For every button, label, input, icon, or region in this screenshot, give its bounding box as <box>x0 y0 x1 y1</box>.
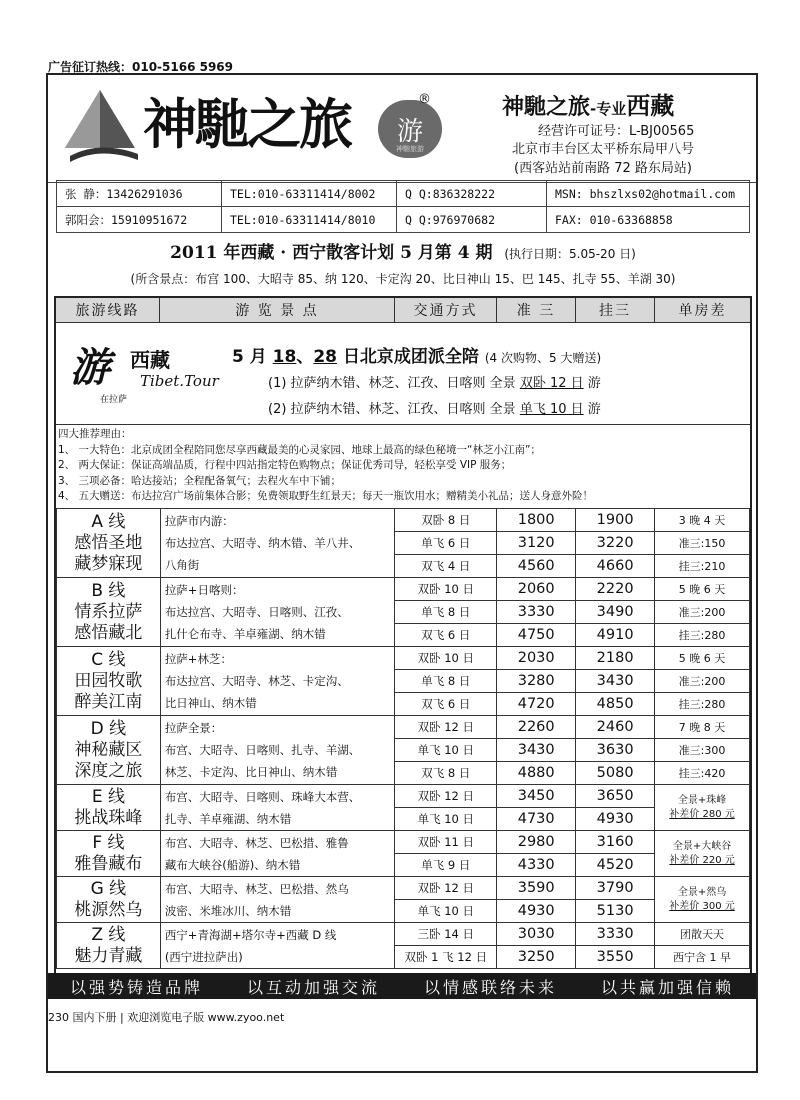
reason-item: 3、 三项必备：哈达接站；全程配备氧气；去程火车中下铺； <box>58 474 342 487</box>
single-room-note: 挂三:210 <box>655 555 750 578</box>
scenic-fees: (所含景点：布宫 100、大昭寺 85、纳 120、卡定沟 20、比日神山 15、巴 145、扎寺 55、羊湖 30) <box>130 272 676 286</box>
single-room-note: 7 晚 8 天 <box>655 716 750 739</box>
contact-cell: Q Q:976970682 <box>397 207 547 233</box>
single-room-note: 全景+然乌 补差价 300 元 <box>655 877 750 923</box>
promo-line-1: (1) 拉萨纳木错、林芝、江孜、日喀则 全景 双卧 12 日 游 <box>268 376 601 391</box>
transport-type: 三卧 14 日 <box>395 923 497 946</box>
price-zhunsan: 3450 <box>497 785 576 808</box>
transport-type: 双卧 12 日 <box>395 877 497 900</box>
contact-cell: TEL:010-63311414/8002 <box>222 181 397 207</box>
route-row <box>57 647 750 670</box>
single-room-note: 挂三:280 <box>655 624 750 647</box>
price-guasan: 4910 <box>576 624 655 647</box>
route-row <box>57 785 750 808</box>
col-header: 交通方式 <box>395 298 497 322</box>
price-zhunsan: 1800 <box>497 509 576 532</box>
transport-type: 双飞 6 日 <box>395 624 497 647</box>
transport-type: 双飞 4 日 <box>395 555 497 578</box>
transport-type: 双卧 12 日 <box>395 716 497 739</box>
route-row <box>57 923 750 946</box>
single-room-note: 团散天天 <box>655 923 750 946</box>
contact-cell: FAX: 010-63368858 <box>547 207 750 233</box>
price-zhunsan: 4720 <box>497 693 576 716</box>
price-guasan: 3630 <box>576 739 655 762</box>
single-room-note: 准三:200 <box>655 670 750 693</box>
transport-type: 单飞 10 日 <box>395 900 497 923</box>
col-header: 单房差 <box>678 303 727 319</box>
slogan: 以强势铸造品牌 <box>69 977 203 997</box>
recommend-reasons <box>58 427 750 505</box>
routes-table <box>56 508 750 969</box>
single-room-note: 全景+大峡谷 补差价 220 元 <box>655 831 750 877</box>
company-logo-text: 神馳之旅 <box>143 92 351 156</box>
seal-logo: 游 神馳旅游 <box>378 100 442 158</box>
price-guasan: 2220 <box>576 578 655 601</box>
single-room-note: 挂三:280 <box>655 693 750 716</box>
col-header: 游 览 景 点 <box>160 298 395 322</box>
single-room-note: 准三:200 <box>655 601 750 624</box>
promo-line-2: (2) 拉萨纳木错、林芝、江孜、日喀则 全景 单飞 10 日 游 <box>268 402 601 417</box>
reason-item: 4、 五大赠送：布达拉宫广场前集体合影；免费领取野生红景天；每天一瓶饮用水；赠精美小礼品；送人身意外险！ <box>58 490 594 502</box>
price-zhunsan: 4330 <box>497 854 576 877</box>
reason-item: 2、 两大保证：保证高端品质，行程中四站指定特色购物点；保证优秀司导，轻松享受 VIP 服务； <box>58 459 512 471</box>
contact-row <box>57 207 750 233</box>
slogan-bar <box>48 973 756 999</box>
price-zhunsan: 4880 <box>497 762 576 785</box>
price-zhunsan: 3330 <box>497 601 576 624</box>
brand-title: 神馳之旅-专业西藏 <box>502 91 675 120</box>
price-zhunsan: 4930 <box>497 900 576 923</box>
ad-hotline: 广告征订热线：010-5166 5969 <box>48 60 234 74</box>
route-row <box>57 716 750 739</box>
registered-mark: ® <box>418 92 431 107</box>
route-name: F 线 雅鲁藏布 <box>57 831 161 877</box>
price-zhunsan: 3280 <box>497 670 576 693</box>
transport-type: 单飞 8 日 <box>395 670 497 693</box>
single-room-note: 5 晚 6 天 <box>655 578 750 601</box>
price-guasan: 3330 <box>576 923 655 946</box>
route-name: Z 线 魅力青藏 <box>57 923 161 969</box>
route-row <box>57 578 750 601</box>
contact-table <box>56 180 750 233</box>
mountain-logo-icon <box>60 88 140 168</box>
price-guasan: 3160 <box>576 831 655 854</box>
reason-item: 1、 一大特色：北京成团全程陪同您尽享西藏最美的心灵家园、地球上最高的绿色秘境一“林芝小江南”； <box>58 443 541 456</box>
price-guasan: 3790 <box>576 877 655 900</box>
price-guasan: 3550 <box>576 946 655 969</box>
contact-cell: Q Q:836328222 <box>397 181 547 207</box>
route-row <box>57 877 750 900</box>
route-attractions: 布宫、大昭寺、林芝、巴松措、雅鲁 藏布大峡谷(船游)、纳木错 <box>160 831 395 877</box>
contact-cell: 张 静：13426291036 <box>57 181 222 207</box>
single-room-note: 准三:150 <box>655 532 750 555</box>
route-name: G 线 桃源然乌 <box>57 877 161 923</box>
license-number: 经营许可证号：L-BJ00565 <box>538 124 695 139</box>
route-attractions: 西宁+青海湖+塔尔寺+西藏 D 线 (西宁进拉萨出) <box>160 923 395 969</box>
slogan: 以共赢加强信赖 <box>600 977 734 997</box>
price-guasan: 5080 <box>576 762 655 785</box>
transport-type: 双卧 11 日 <box>395 831 497 854</box>
contact-row <box>57 181 750 207</box>
route-attractions: 布宫、大昭寺、日喀则、珠峰大本营、 扎寺、羊卓雍湖、纳木错 <box>160 785 395 831</box>
transport-type: 双卧 10 日 <box>395 578 497 601</box>
price-guasan: 3220 <box>576 532 655 555</box>
price-guasan: 5130 <box>576 900 655 923</box>
page-footer: 230 国内下册 | 欢迎浏览电子版 www.zyoo.net <box>48 1011 285 1024</box>
transport-type: 单飞 9 日 <box>395 854 497 877</box>
single-room-note: 准三:300 <box>655 739 750 762</box>
transport-type: 单飞 6 日 <box>395 532 497 555</box>
price-zhunsan: 3120 <box>497 532 576 555</box>
price-guasan: 3430 <box>576 670 655 693</box>
price-zhunsan: 2060 <box>497 578 576 601</box>
transport-type: 双飞 6 日 <box>395 693 497 716</box>
price-zhunsan: 4560 <box>497 555 576 578</box>
reasons-title: 四大推荐理由： <box>58 428 132 440</box>
price-guasan: 2460 <box>576 716 655 739</box>
price-guasan: 4660 <box>576 555 655 578</box>
transport-type: 双卧 8 日 <box>395 509 497 532</box>
route-row <box>57 509 750 532</box>
price-zhunsan: 3590 <box>497 877 576 900</box>
transport-type: 双卧 12 日 <box>395 785 497 808</box>
exec-date: (执行日期：5.05-20 日) <box>504 247 636 261</box>
route-attractions: 拉萨+日喀则： 布达拉宫、大昭寺、日喀则、江孜、 扎什仑布寺、羊卓雍湖、纳木错 <box>160 578 395 647</box>
contact-cell: 郭阳会：15910951672 <box>57 207 222 233</box>
slogan: 以情感联络未来 <box>423 977 557 997</box>
route-attractions: 拉萨全景： 布宫、大昭寺、日喀则、扎寺、羊湖、 林芝、卡定沟、比日神山、纳木错 <box>160 716 395 785</box>
route-name: B 线 情系拉萨 感悟藏北 <box>57 578 161 647</box>
col-header: 挂三 <box>576 298 655 322</box>
tibet-tour-logo: 游 西藏 Tibet.Tour 在拉萨 <box>70 344 219 405</box>
transport-type: 单飞 8 日 <box>395 601 497 624</box>
price-zhunsan: 4750 <box>497 624 576 647</box>
slogan: 以互动加强交流 <box>246 977 380 997</box>
promo-headline: 5 月 18、28 日北京成团派全陪 (4 次购物、5 大赠送) <box>232 347 602 367</box>
price-guasan: 4930 <box>576 808 655 831</box>
transport-type: 单飞 10 日 <box>395 739 497 762</box>
route-name: E 线 挑战珠峰 <box>57 785 161 831</box>
table-header <box>56 298 750 323</box>
price-guasan: 3650 <box>576 785 655 808</box>
single-room-note: 5 晚 6 天 <box>655 647 750 670</box>
price-zhunsan: 3250 <box>497 946 576 969</box>
col-header: 旅游线路 <box>56 298 160 322</box>
transport-type: 双飞 8 日 <box>395 762 497 785</box>
price-guasan: 4520 <box>576 854 655 877</box>
route-attractions: 布宫、大昭寺、林芝、巴松措、然乌 波密、米堆冰川、纳木错 <box>160 877 395 923</box>
price-zhunsan: 2260 <box>497 716 576 739</box>
transport-type: 双卧 1 飞 12 日 <box>395 946 497 969</box>
route-name: C 线 田园牧歌 醉美江南 <box>57 647 161 716</box>
price-guasan: 2180 <box>576 647 655 670</box>
price-guasan: 4850 <box>576 693 655 716</box>
single-room-note: 挂三:420 <box>655 762 750 785</box>
plan-title: 2011 年西藏 · 西宁散客计划 5 月第 4 期 (执行日期：5.05-20 日) <box>170 243 636 263</box>
single-room-note: 西宁含 1 早 <box>655 946 750 969</box>
route-name: A 线 感悟圣地 藏梦寐现 <box>57 509 161 578</box>
contact-cell: MSN: bhszlxs02@hotmail.com <box>547 181 750 207</box>
route-row <box>57 831 750 854</box>
single-room-note: 3 晚 4 天 <box>655 509 750 532</box>
price-zhunsan: 2980 <box>497 831 576 854</box>
price-guasan: 1900 <box>576 509 655 532</box>
route-attractions: 拉萨市内游： 布达拉宫、大昭寺、纳木错、羊八井、 八角街 <box>160 509 395 578</box>
transport-type: 双卧 10 日 <box>395 647 497 670</box>
price-zhunsan: 4730 <box>497 808 576 831</box>
price-guasan: 3490 <box>576 601 655 624</box>
col-header: 准 三 <box>497 298 576 322</box>
single-room-note: 全景+珠峰 补差价 280 元 <box>655 785 750 831</box>
route-attractions: 拉萨+林芝： 布达拉宫、大昭寺、林芝、卡定沟、 比日神山、纳木错 <box>160 647 395 716</box>
route-name: D 线 神秘藏区 深度之旅 <box>57 716 161 785</box>
price-zhunsan: 3430 <box>497 739 576 762</box>
price-zhunsan: 3030 <box>497 923 576 946</box>
address-line-1: 北京市丰台区太平桥东局甲八号 <box>512 142 695 157</box>
transport-type: 单飞 10 日 <box>395 808 497 831</box>
address-line-2: (西客站站前南路 72 路东局站) <box>514 161 692 176</box>
price-zhunsan: 2030 <box>497 647 576 670</box>
contact-cell: TEL:010-63311414/8010 <box>222 207 397 233</box>
